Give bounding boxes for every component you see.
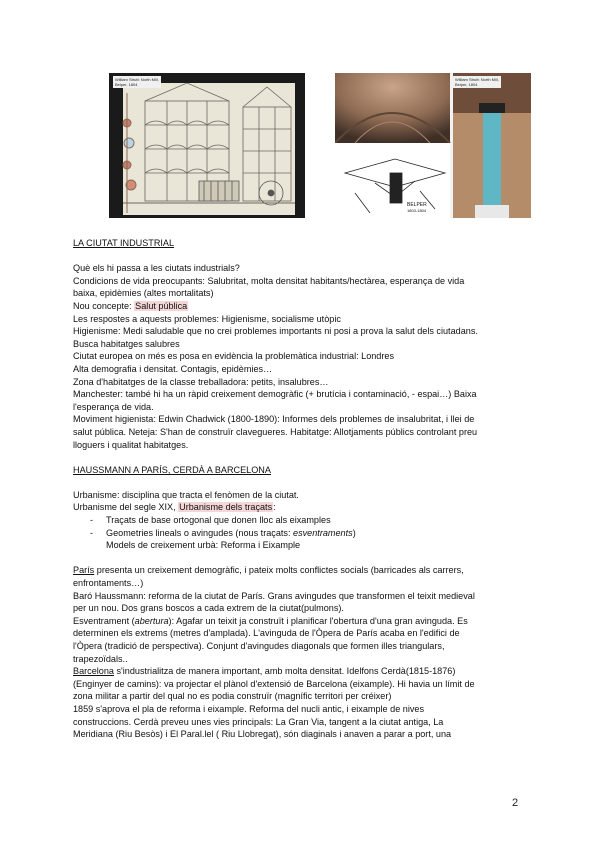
mill-section-illustration: [109, 73, 305, 218]
body-line: Condicions de vida preocupants: Salubritat, molta densitat habitants/hectàrea, esperança de vida: [73, 275, 465, 286]
body-line: Higienisme: Medi saludable que no crei problemes importants ni posi a prova la salut dels ciutadans.: [73, 326, 478, 337]
beam-label-dates: 1803-1804: [407, 208, 427, 213]
body-line: Alta demografia i densitat. Contagis, epidèmies…: [73, 363, 273, 374]
paris-line: [73, 564, 528, 577]
body-line: per un nou. Dos grans boscos a cada extrem de la ciutat(pulmons).: [73, 603, 344, 614]
text-span: ): Agafar un teixit ja construït i planificar l'obertura d'una gran avinguda. Es: [168, 615, 468, 626]
mill-photos-illustration: [335, 73, 531, 218]
body-line: Ciutat europea on més es posa en evidència la problemàtica industrial: Londres: [73, 351, 394, 362]
body-line: Busca habitatges salubres: [73, 338, 180, 349]
text-span: Urbanisme del segle XIX,: [73, 502, 179, 513]
body-line: Urbanisme: disciplina que tracta el fenòmen de la ciutat.: [73, 489, 299, 500]
bullet-item: - Traçats de base ortogonal que donen lloc als eixamples: [73, 514, 528, 527]
underlined-term-paris: París: [73, 565, 95, 576]
body-line: 1859 s'aprova el pla de reforma i eixample. Reforma del nucli antic, i eixample de nives: [73, 703, 425, 714]
body-line: enfrontaments…): [73, 578, 144, 589]
caption-line: William Strutt: North Mill,: [115, 77, 159, 82]
body-line: l'esperança de vida.: [73, 401, 154, 412]
text-span: Geometries lineals o avingudes (nous traçats:: [106, 527, 294, 538]
text-span: :: [273, 502, 276, 513]
caption-line: Belper, 1804: [455, 82, 478, 87]
bullet-item: [73, 527, 528, 540]
body-line: (Enginyer de camins): va projectar el plànol d'extensió de Barcelona (eixample). Hi havia un límit de: [73, 678, 475, 689]
text-span: Esventrament (: [73, 615, 135, 626]
caption-line: Belper, 1804: [115, 82, 138, 87]
body-line: Les respostes a aquests problemes: Higienisme, socialisme utòpic: [73, 313, 341, 324]
body-line: Què els hi passa a les ciutats industrials?: [73, 263, 240, 274]
highlight-urbanisme-tracats: Urbanisme dels traçats: [179, 502, 273, 513]
page-number: 2: [512, 797, 519, 809]
figure-caption-left: [113, 76, 161, 88]
section-title-haussmann: HAUSSMANN A PARÍS, CERDÀ A BARCELONA: [73, 464, 271, 475]
body-line: determinen els extrems (metres d'amplada). L'avinguda de l'Òpera de París acaba en l'edifici de: [73, 628, 460, 639]
body-line: Meridiana (Riu Besòs) i El Paral.lel ( Riu Llobregat), són diaginals i anaven a parar a port, una: [73, 729, 452, 740]
highlight-salut-publica: Salut pública: [135, 300, 188, 311]
italic-term: abertura: [134, 615, 169, 626]
body-line: l'Òpera (tradició de perspectiva). Conjunt d'avingudes diagonals que formen illes triangulars,: [73, 641, 445, 651]
section-title-industrial: LA CIUTAT INDUSTRIAL: [73, 238, 175, 248]
body-line: salut pública. Neteja: S'han de construïr clavegueres. Habitatge: Allotjaments públics controlant preu: [73, 426, 478, 437]
beam-label-title: BELPER: [407, 202, 427, 208]
body-line: Zona d'habitatges de la classe treballadora: petits, insalubres…: [73, 376, 329, 387]
text-span: s'industrialitza de manera important, amb molta densitat. Idelfons Cerdà(1815-1876): [113, 666, 456, 677]
body-line: Baró Haussmann: reforma de la ciutat de París. Grans avingudes que transformen el teixit medieval: [73, 590, 475, 601]
body-line: lloguers i qualitat habitatges.: [73, 439, 189, 450]
italic-term: esventraments: [293, 527, 353, 538]
mill-photos-figure: [335, 73, 531, 218]
esventrament-line: [73, 615, 528, 628]
indented-line: Models de creixement urbà: Reforma i Eixample: [106, 540, 301, 551]
body-line: baixa, epidèmies (altes mortalitats): [73, 288, 214, 299]
new-concept-label: Nou concepte:: [73, 300, 135, 311]
text-span: presenta un creixement demogràfic, i pateix molts conflictes socials (barricades als carrers,: [94, 565, 464, 576]
figure-caption-right: [453, 76, 501, 88]
barcelona-line: [73, 665, 528, 678]
underlined-term-barcelona: Barcelona: [73, 666, 114, 677]
body-line: zona militar a partir del qual no es podia construïr (magnífic territori per créixer): [73, 691, 392, 702]
mill-section-drawing: [109, 73, 305, 218]
caption-line: William Strutt: North Mill,: [455, 77, 499, 82]
body-line: trapezoïdals..: [73, 653, 128, 664]
body-line: Moviment higienista: Edwin Chadwick (1800-1890): Informes dels problemes de insalubritat, i llei de: [73, 414, 475, 425]
new-concept-line: [73, 300, 528, 313]
urbanisme-line: [73, 501, 528, 514]
document-body: [73, 237, 528, 741]
body-line: Manchester: també hi ha un ràpid creixement demogràfic (+ brutícia i contaminació, - espai…) Baixa: [73, 389, 477, 400]
text-span: ): [352, 527, 356, 538]
body-line: construccions. Cerdà preveu unes vies principals: La Gran Via, tangent a la ciutat antiga, La: [73, 716, 444, 727]
